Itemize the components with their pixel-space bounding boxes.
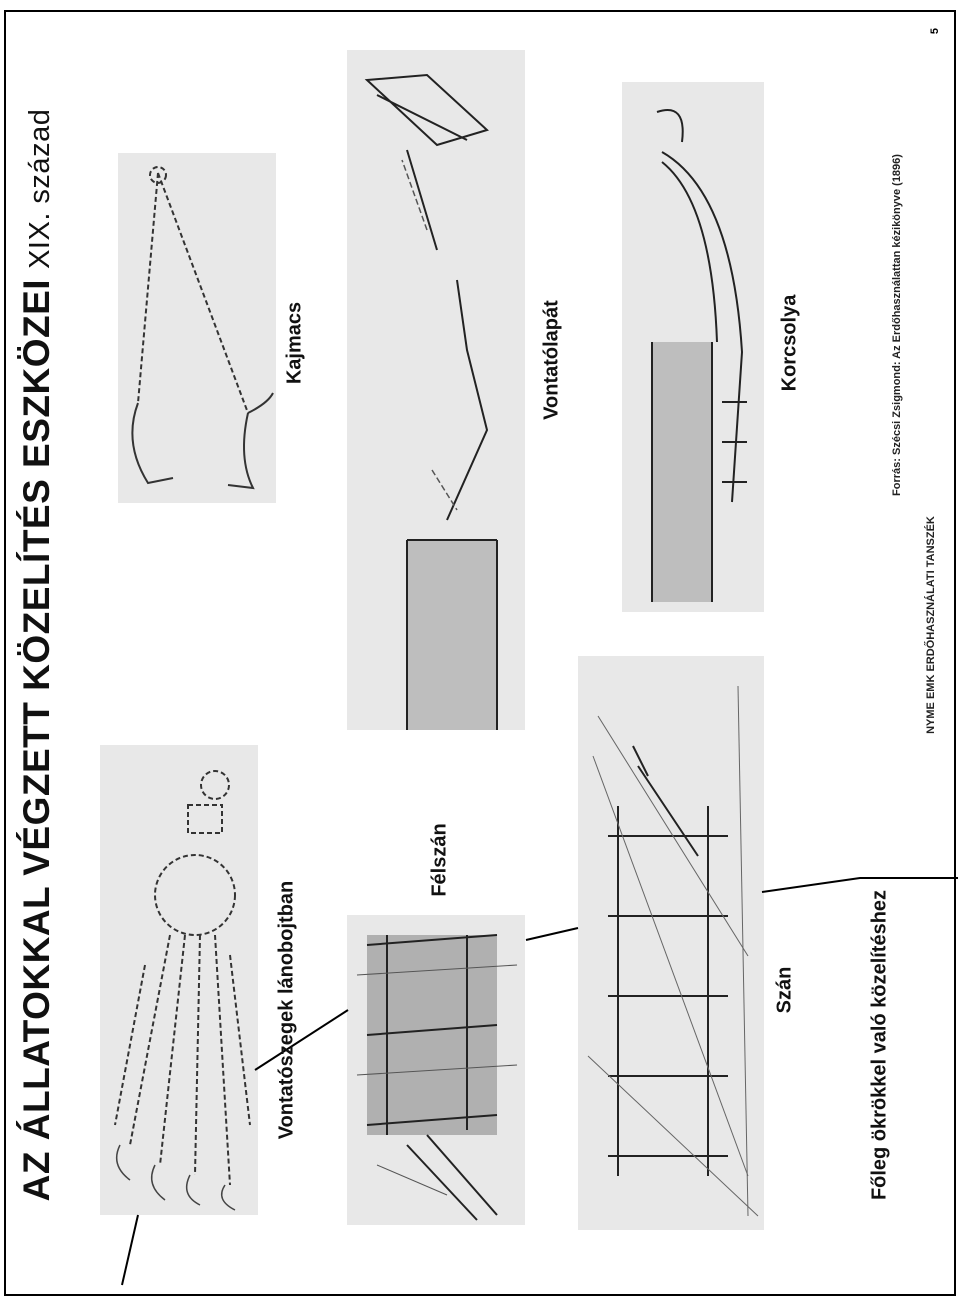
caption-korcsolya: Korcsolya (778, 294, 801, 392)
chain-hooks-drawing (100, 745, 258, 1215)
source-institution: NYME EMK ERDŐHASZNÁLATI TANSZÉK (925, 516, 937, 734)
title-text: AZ ÁLLATOKKAL VÉGZETT KÖZELÍTÉS ESZKÖZEI (16, 278, 57, 1202)
sled-drawing (578, 656, 764, 1230)
page-number: 5 (929, 27, 942, 35)
illustration-felszan (347, 915, 525, 1225)
illustration-vontatolapat (347, 50, 525, 730)
title-century: XIX. század (24, 108, 56, 269)
source-citation: Forrás: Szécsi Zsigmond: Az Erdőhasználattan kézikönyve (1896) (891, 154, 903, 496)
illustration-szan (578, 656, 764, 1230)
illustration-kajmacs (118, 153, 276, 503)
page-title (16, 109, 58, 1202)
caption-vontatolapat: Vontatólapát (540, 300, 563, 420)
caption-vontatoszegek: Vontatószegek lánobojtban (275, 880, 298, 1140)
caption-kajmacs: Kajmacs (283, 301, 306, 385)
caption-footnote: Főleg ökrökkel való közelítéshez (868, 889, 891, 1201)
skid-drawing (622, 82, 764, 612)
caption-felszan: Félszán (428, 823, 451, 897)
caption-szan: Szán (773, 966, 796, 1014)
chain-hooks-pair-drawing (118, 153, 276, 503)
illustration-korcsolya (622, 82, 764, 612)
half-sled-drawing (347, 915, 525, 1225)
towing-shovel-drawing (347, 50, 525, 730)
illustration-vontatoszegek (100, 745, 258, 1215)
